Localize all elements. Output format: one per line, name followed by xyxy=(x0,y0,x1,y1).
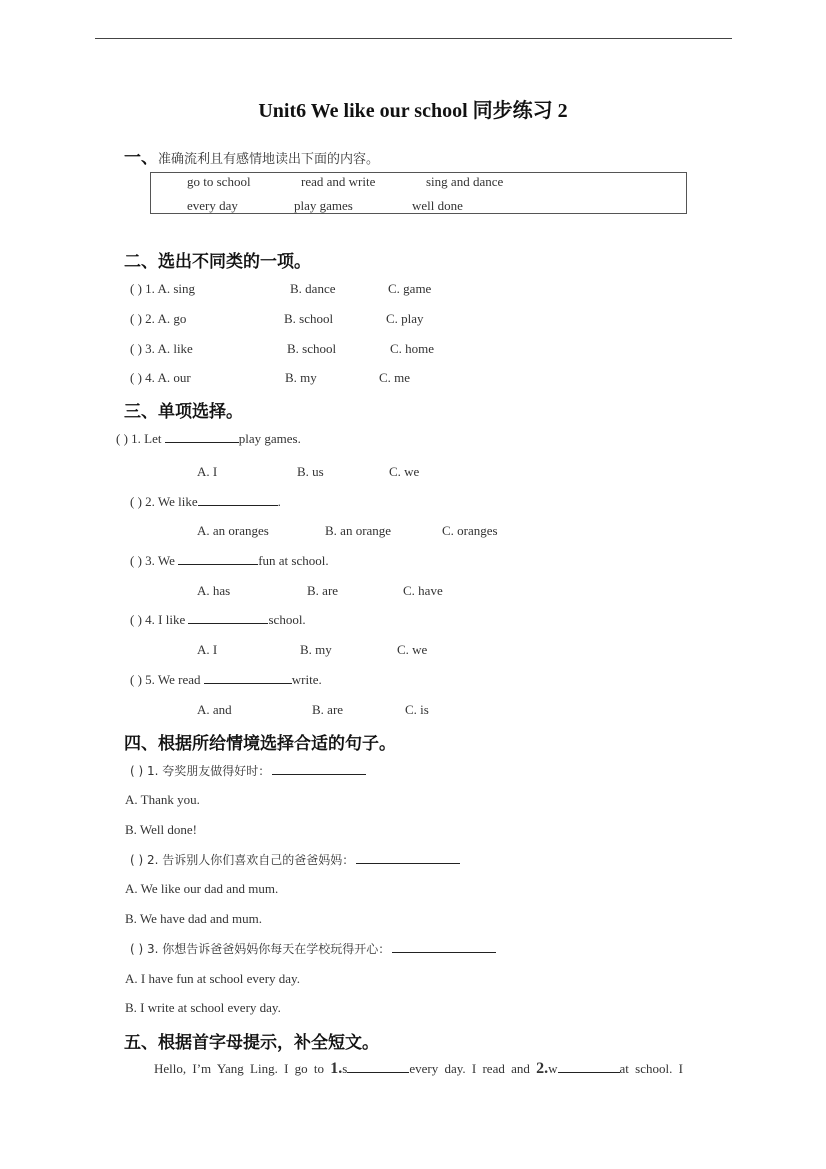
question xyxy=(130,494,281,510)
passage-text: Hello, I’m Yang Ling. I go to xyxy=(154,1061,331,1076)
option-c: C. is xyxy=(405,702,429,717)
option-a: A. I xyxy=(197,464,218,479)
section1-instruction: 准确流利且有感情地读出下面的内容。 xyxy=(158,152,380,167)
phrase: read and write xyxy=(301,174,376,189)
phrase: play games xyxy=(294,198,353,213)
option-b: B. us xyxy=(297,464,324,479)
hint-letter: s xyxy=(342,1061,348,1076)
question xyxy=(130,612,306,628)
question-prefix: ( ) 2. We like xyxy=(130,494,198,509)
question: ( ) 3. A. like xyxy=(130,341,193,356)
option-a: A. I have fun at school every day. xyxy=(125,971,300,986)
passage-text: at school. I xyxy=(619,1061,683,1076)
answer-blank[interactable] xyxy=(347,1071,409,1073)
question-suffix: play games. xyxy=(238,431,301,446)
section5-heading: 五、根据首字母提示，补全短文。 xyxy=(124,1033,379,1052)
question-prefix: ( ) 5. We read xyxy=(130,672,204,687)
option-c: C. have xyxy=(403,583,443,598)
section4-heading: 四、根据所给情境选择合适的句子。 xyxy=(124,734,396,753)
section1-number: 一、 xyxy=(124,148,158,167)
question-prefix: ( ) 1. Let xyxy=(116,431,165,446)
option-a: A. We like our dad and mum. xyxy=(125,881,279,896)
option-b: B. are xyxy=(307,583,339,598)
option-b: B. an orange xyxy=(325,523,392,538)
option-a: A. I xyxy=(197,642,218,657)
cloze-passage xyxy=(154,1060,734,1078)
option-a: A. an oranges xyxy=(197,523,269,538)
question-prefix: ( ) 4. I like xyxy=(130,612,189,627)
option-a: A. Thank you. xyxy=(125,792,200,807)
option-c: C. oranges xyxy=(442,523,498,538)
answer-blank[interactable] xyxy=(558,1071,620,1073)
option-b: B. I write at school every day. xyxy=(125,1000,281,1015)
option-b: B. school xyxy=(287,341,337,356)
answer-blank[interactable] xyxy=(392,951,496,953)
question-text: ( ) 3. 你想告诉爸爸妈妈你每天在学校玩得开心： xyxy=(130,942,391,956)
answer-blank[interactable] xyxy=(165,441,239,443)
question-prefix: ( ) 3. We xyxy=(130,553,179,568)
option-a: A. and xyxy=(197,702,232,717)
question xyxy=(130,851,460,868)
question-text: ( ) 2. 告诉别人你们喜欢自己的爸爸妈妈： xyxy=(130,853,355,867)
section1-heading xyxy=(124,143,379,168)
option-c: C. game xyxy=(388,281,432,296)
option-c: C. me xyxy=(379,370,411,385)
answer-blank[interactable] xyxy=(198,504,278,506)
hint-letter: w xyxy=(548,1061,558,1076)
question-suffix: write. xyxy=(291,672,322,687)
blank-number: 2. xyxy=(536,1060,549,1077)
option-b: B. are xyxy=(312,702,344,717)
option-b: B. Well done! xyxy=(125,822,198,837)
phrase: well done xyxy=(412,198,463,213)
question: ( ) 2. A. go xyxy=(130,311,187,326)
option-b: B. my xyxy=(300,642,332,657)
question: ( ) 1. A. sing xyxy=(130,281,195,296)
question xyxy=(130,553,329,569)
phrase: sing and dance xyxy=(426,174,504,189)
section2-heading: 二、选出不同类的一项。 xyxy=(124,252,311,271)
option-b: B. my xyxy=(285,370,317,385)
header-rule xyxy=(95,38,732,39)
option-b: B. dance xyxy=(290,281,336,296)
answer-blank[interactable] xyxy=(178,563,258,565)
question-suffix: school. xyxy=(268,612,306,627)
answer-blank[interactable] xyxy=(272,773,366,775)
question-text: ( ) 1. 夸奖朋友做得好时： xyxy=(130,764,271,778)
option-c: C. we xyxy=(389,464,420,479)
option-b: B. We have dad and mum. xyxy=(125,911,262,926)
answer-blank[interactable] xyxy=(356,862,460,864)
option-a: A. has xyxy=(197,583,231,598)
option-c: C. home xyxy=(390,341,435,356)
option-b: B. school xyxy=(284,311,334,326)
question-suffix: . xyxy=(277,494,281,509)
phrase: every day xyxy=(187,198,238,213)
question xyxy=(130,940,496,957)
question-suffix: fun at school. xyxy=(258,553,329,568)
question xyxy=(130,672,322,688)
option-c: C. we xyxy=(397,642,428,657)
answer-blank[interactable] xyxy=(204,682,292,684)
phrase: go to school xyxy=(187,174,251,189)
question xyxy=(116,431,301,447)
blank-number: 1. xyxy=(330,1060,343,1077)
passage-text: every day. I read and xyxy=(409,1061,537,1076)
option-c: C. play xyxy=(386,311,424,326)
page-title: Unit6 We like our school 同步练习 2 xyxy=(258,100,568,122)
question: ( ) 4. A. our xyxy=(130,370,191,385)
answer-blank[interactable] xyxy=(188,622,268,624)
section3-heading: 三、单项选择。 xyxy=(124,402,243,421)
question xyxy=(130,762,366,779)
